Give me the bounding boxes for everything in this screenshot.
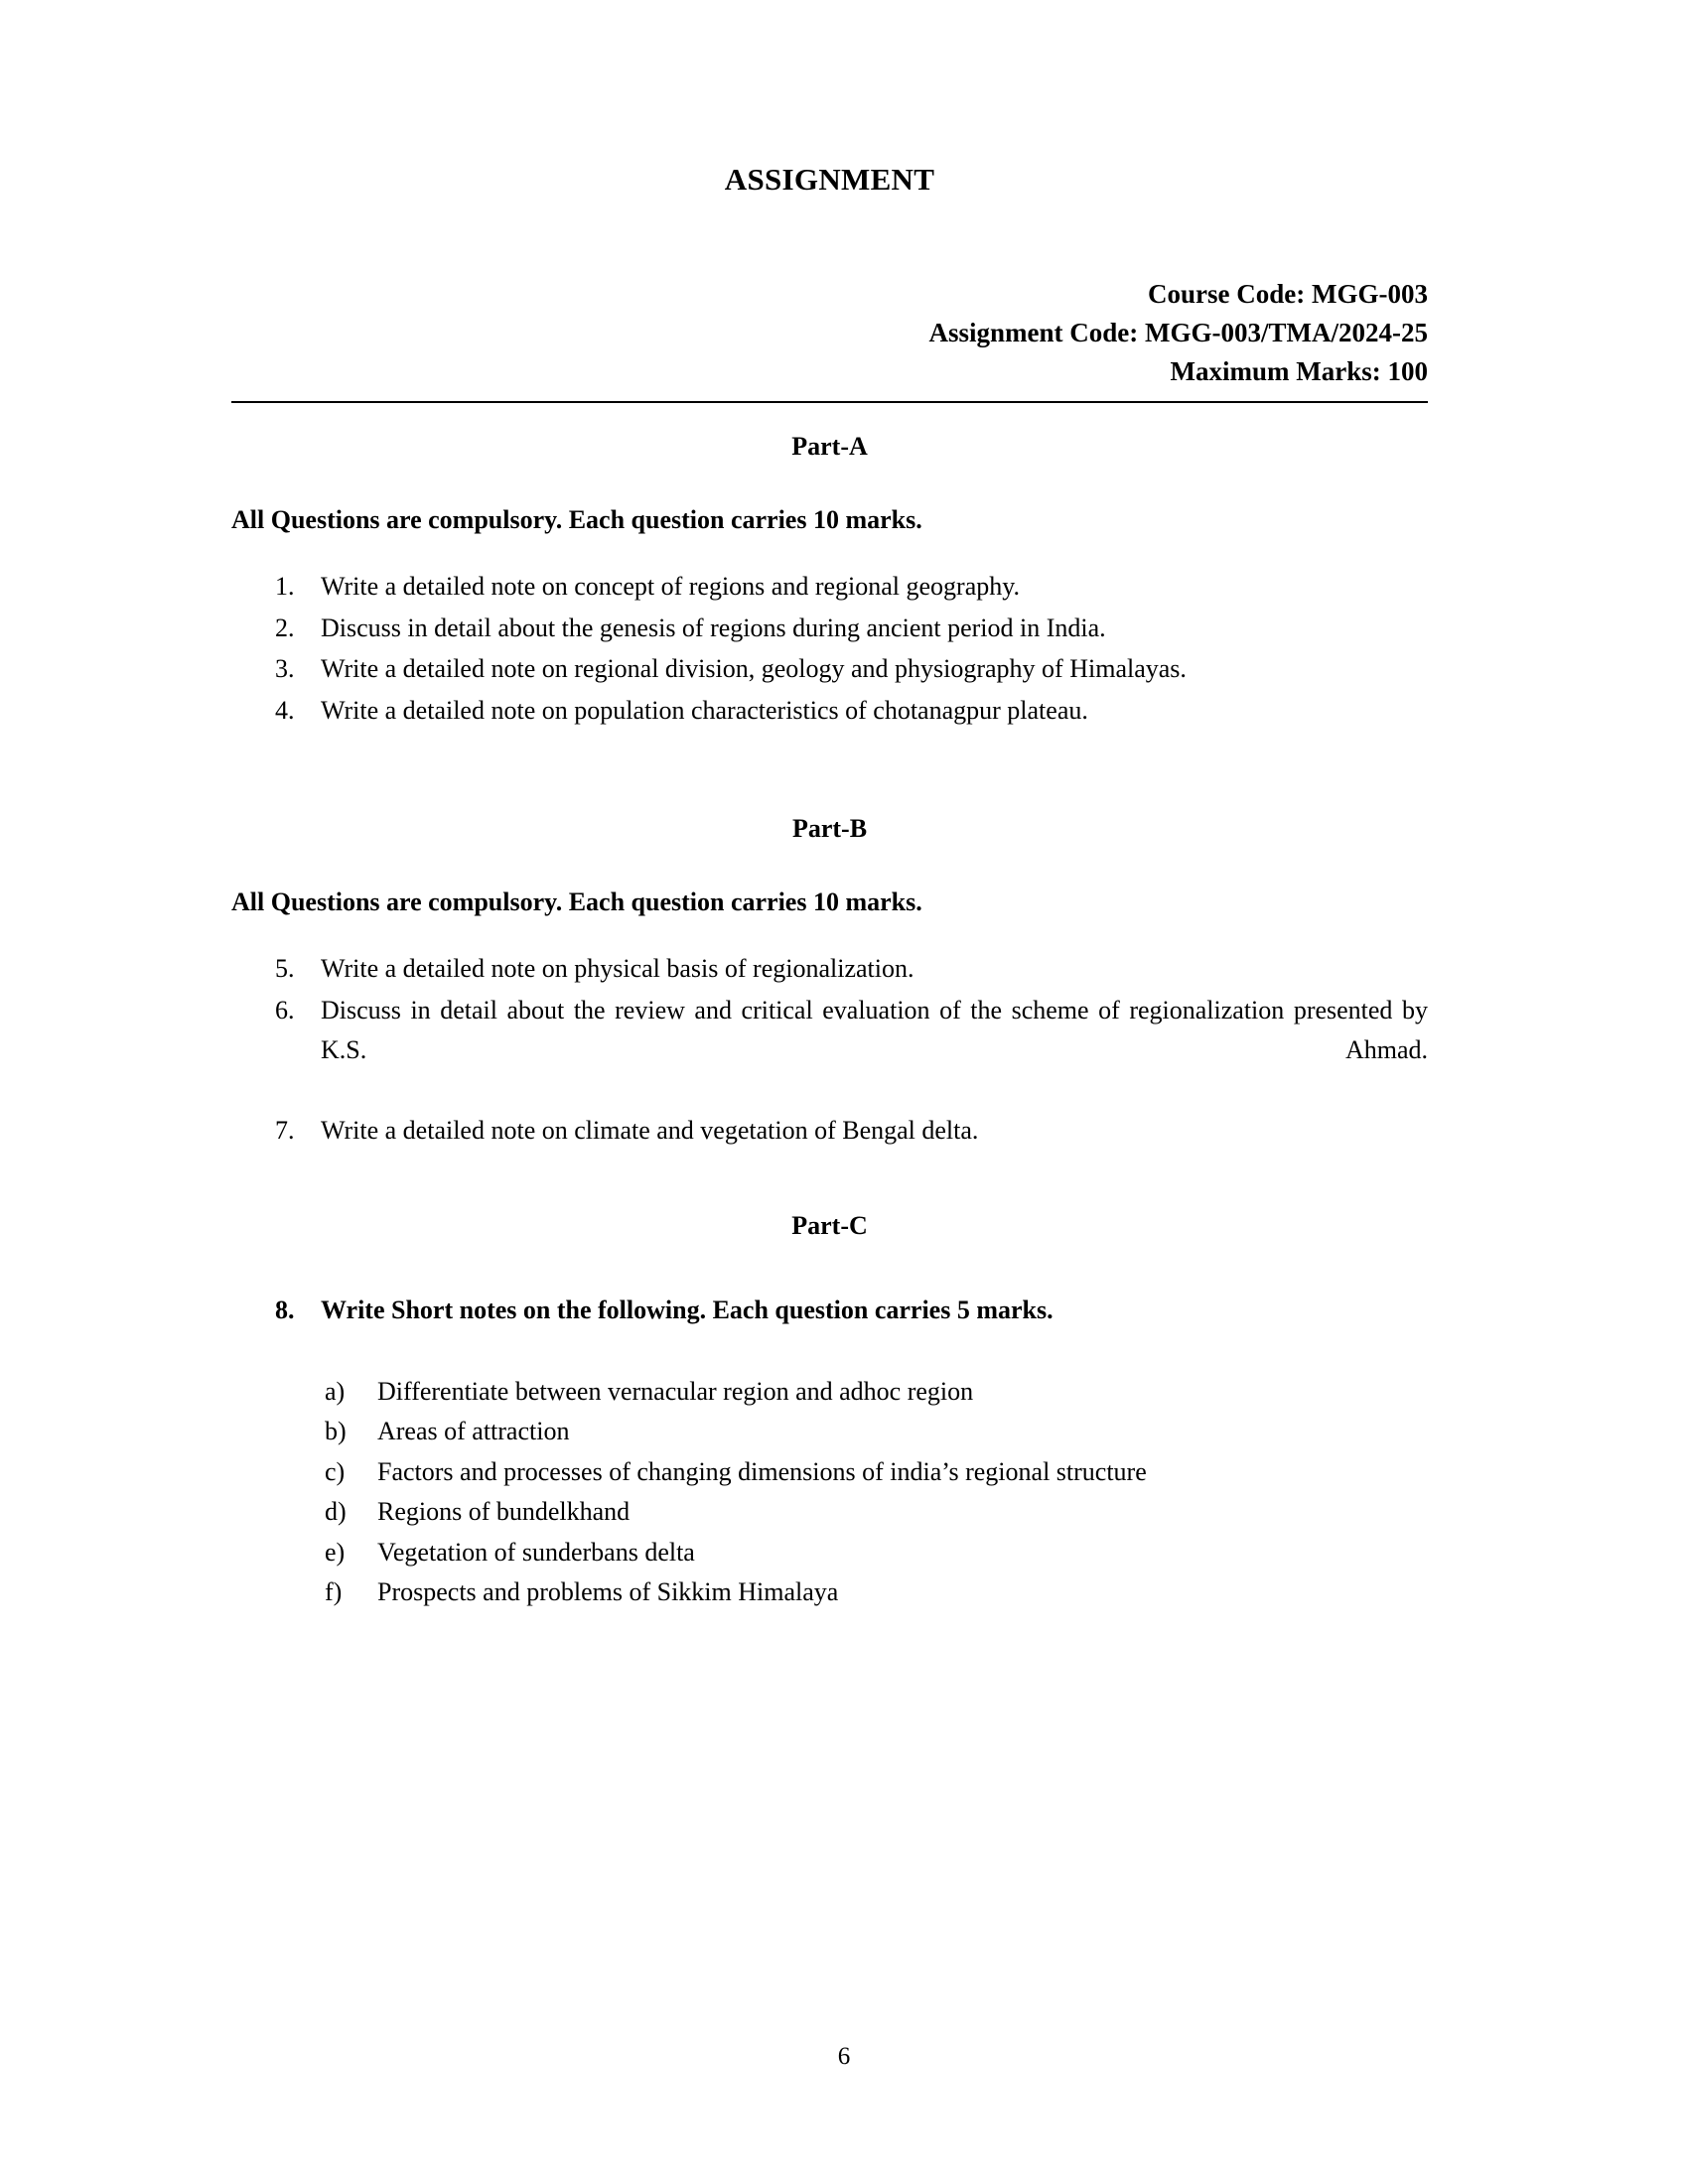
assignment-code: Assignment Code: MGG-003/TMA/2024-25	[928, 318, 1428, 348]
part-b-instruction: All Questions are compulsory. Each question carries 10 marks.	[231, 887, 922, 917]
question-text: Write a detailed note on climate and vegetation of Bengal delta.	[321, 1115, 979, 1145]
sub-question-text: Differentiate between vernacular region and adhoc region	[377, 1376, 974, 1406]
sub-question-text: Areas of attraction	[377, 1417, 570, 1446]
sub-question-marker: c)	[325, 1456, 346, 1486]
sub-question-marker: f)	[325, 1577, 343, 1607]
part-a-heading: Part-A	[791, 432, 868, 462]
sub-question-text: Vegetation of sunderbans delta	[377, 1537, 695, 1567]
question-text: Write a detailed note on regional division, geology and physiography of Himalayas.	[321, 654, 1187, 684]
sub-question-text: Prospects and problems of Sikkim Himalaya	[377, 1577, 839, 1607]
part-c-heading: Part-C	[791, 1211, 868, 1241]
question-item	[231, 949, 1428, 989]
part-c-question-list	[231, 1291, 1428, 1330]
course-meta-block	[231, 275, 1428, 391]
course-code: Course Code: MGG-003	[1148, 279, 1428, 309]
maximum-marks: Maximum Marks: 100	[1170, 356, 1428, 387]
part-b-heading: Part-B	[791, 814, 868, 844]
question-item	[231, 1291, 1428, 1330]
question-item	[231, 991, 1428, 1109]
question-marker: 4.	[275, 695, 295, 725]
sub-question-marker: a)	[325, 1376, 346, 1406]
question-marker: 6.	[275, 996, 295, 1024]
question-marker: 8.	[275, 1296, 295, 1325]
sub-question-text: Factors and processes of changing dimensions of india’s regional structure	[377, 1456, 1147, 1486]
sub-question-marker: b)	[325, 1417, 347, 1446]
question-text: Discuss in detail about the genesis of regions during ancient period in India.	[321, 613, 1106, 642]
page-number: 6	[837, 2043, 851, 2070]
question-marker: 5.	[275, 954, 295, 984]
question-marker: 3.	[275, 654, 295, 684]
part-a-instruction: All Questions are compulsory. Each question carries 10 marks.	[231, 505, 922, 535]
question-text: Write a detailed note on physical basis of regionalization.	[321, 954, 914, 984]
question-text: Write Short notes on the following. Each question carries 5 marks.	[321, 1296, 1054, 1325]
sub-question-item	[231, 1572, 1428, 1613]
sub-question-item	[231, 1452, 1428, 1493]
page-content	[231, 0, 1428, 1613]
header-divider	[231, 401, 1428, 403]
question-text: Discuss in detail about the review and critical evaluation of the scheme of regionalization presented by K.S. Ahmad.	[321, 996, 1428, 1064]
part-a-question-list	[231, 567, 1428, 730]
sub-question-item	[231, 1533, 1428, 1573]
question-text: Write a detailed note on concept of regions and regional geography.	[321, 572, 1021, 602]
question-marker: 7.	[275, 1115, 295, 1145]
page-title: ASSIGNMENT	[724, 162, 935, 197]
question-item	[231, 1111, 1428, 1151]
question-item	[231, 691, 1428, 731]
question-marker: 1.	[275, 572, 295, 602]
sub-question-marker: e)	[325, 1537, 346, 1567]
question-item	[231, 609, 1428, 648]
sub-question-marker: d)	[325, 1497, 347, 1527]
sub-question-item	[231, 1372, 1428, 1413]
part-b-question-list	[231, 949, 1428, 1150]
question-marker: 2.	[275, 613, 295, 642]
part-c-sub-question-list	[231, 1372, 1428, 1613]
sub-question-text: Regions of bundelkhand	[377, 1497, 631, 1527]
question-item	[231, 567, 1428, 607]
sub-question-item	[231, 1412, 1428, 1452]
question-text: Write a detailed note on population characteristics of chotanagpur plateau.	[321, 695, 1088, 725]
sub-question-item	[231, 1492, 1428, 1533]
question-item	[231, 649, 1428, 689]
